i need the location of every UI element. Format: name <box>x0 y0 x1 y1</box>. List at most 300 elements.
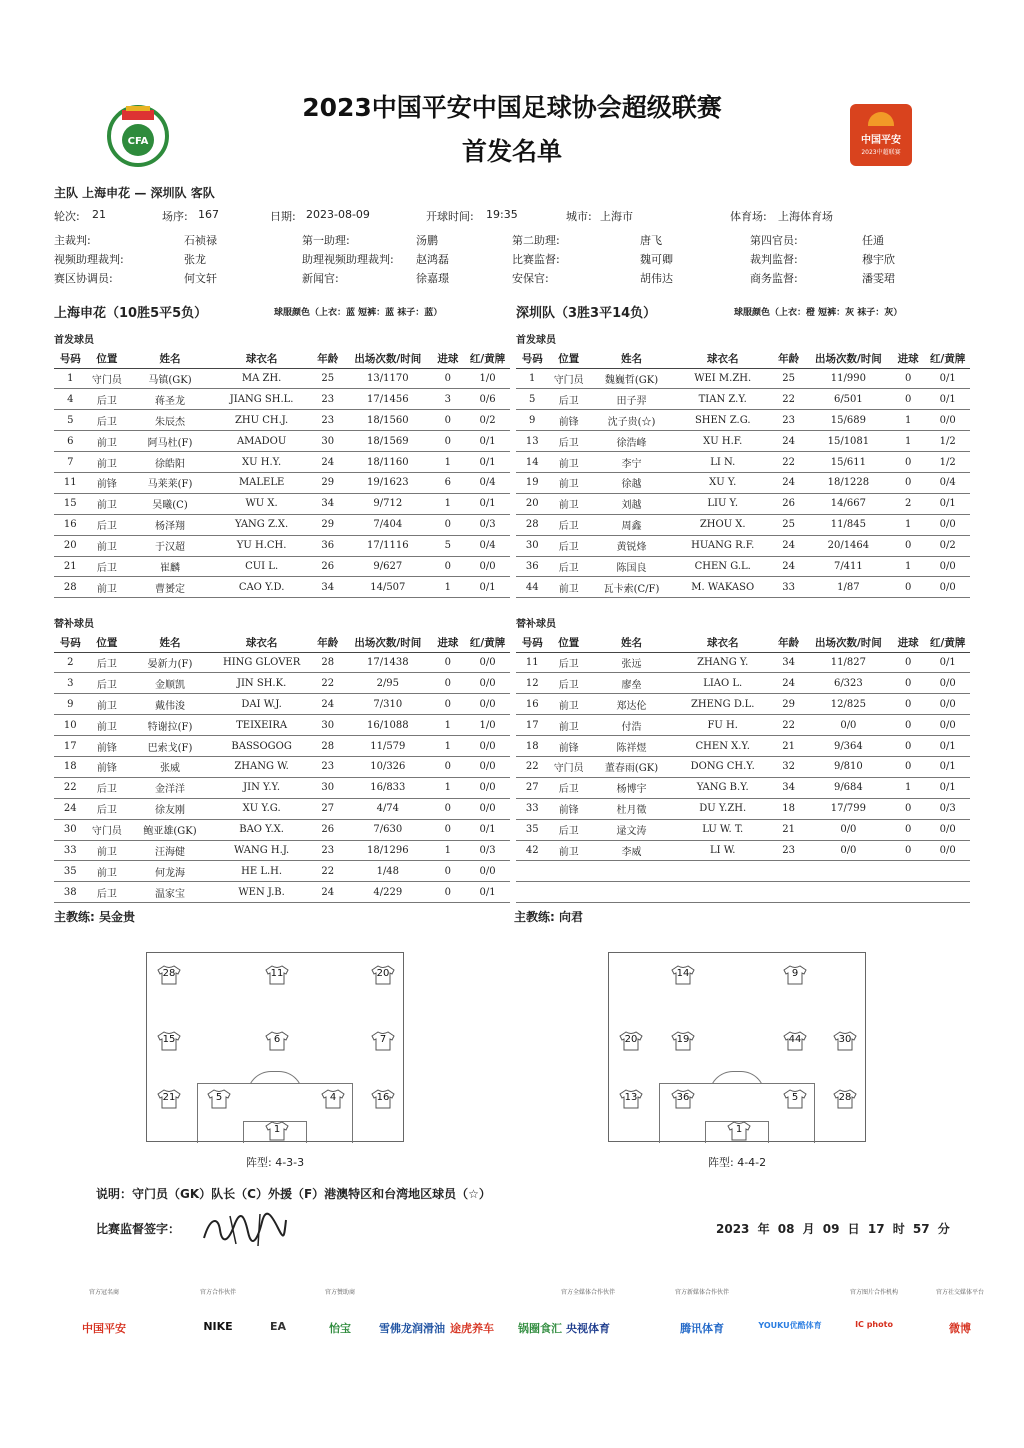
table-cell: CHEN G.L. <box>674 556 771 577</box>
sponsor-category: 官方合作伙伴 <box>199 1289 236 1296</box>
table-cell: WU X. <box>213 493 311 514</box>
table-cell: 0 <box>431 694 466 715</box>
table-cell: 0 <box>431 556 466 577</box>
shirt-number: 5 <box>791 1092 799 1103</box>
sponsor-logo: 央视体育 <box>566 1322 610 1335</box>
table-cell: 0/1 <box>925 652 970 673</box>
table-cell: FU H. <box>674 715 771 736</box>
table-cell: WANG H.J. <box>213 840 311 861</box>
table-cell: 29 <box>310 514 345 535</box>
shirt-number: 11 <box>270 968 284 979</box>
table-cell: 蒋圣龙 <box>127 389 213 410</box>
table-cell: 1 <box>516 368 548 389</box>
table-cell: 23 <box>771 840 805 861</box>
table-row <box>516 368 970 389</box>
sponsor-category: 官方新媒体合作伙伴 <box>674 1289 729 1296</box>
column-header: 出场次数/时间 <box>345 634 431 652</box>
player-shirt-icon <box>671 965 695 985</box>
sponsor-logo: 中国平安 <box>82 1322 126 1335</box>
table-cell: 前卫 <box>87 535 128 556</box>
shirt-number: 14 <box>676 968 690 979</box>
player-shirt-icon <box>671 1089 695 1109</box>
table-cell: 13/1170 <box>345 368 431 389</box>
table-cell: 19/1623 <box>345 472 431 493</box>
table-cell: 1 <box>891 514 925 535</box>
sign-datetime: 2023 年 08 月 09 日 17 时 57 分 <box>716 1222 950 1236</box>
sponsor-category: 官方图片合作机构 <box>849 1289 898 1296</box>
column-header: 年龄 <box>310 350 345 368</box>
table-cell: 0/1 <box>465 431 510 452</box>
table-row <box>54 756 510 777</box>
home-formation-pitch <box>146 952 404 1142</box>
table-cell: LIU Y. <box>674 493 771 514</box>
column-header: 红/黄牌 <box>465 350 510 368</box>
column-header: 年龄 <box>771 634 805 652</box>
table-cell: 后卫 <box>548 777 589 798</box>
table-cell: 0/0 <box>925 556 970 577</box>
table-cell: TEIXEIRA <box>213 715 311 736</box>
table-cell: 0/0 <box>465 556 510 577</box>
table-cell: XU Y.G. <box>213 798 311 819</box>
table-cell: 0/0 <box>465 652 510 673</box>
sponsor-category: 官方冠名商 <box>88 1289 119 1296</box>
table-cell: 1 <box>891 556 925 577</box>
table-cell: 0 <box>431 756 466 777</box>
table-cell: 23 <box>310 756 345 777</box>
table-cell: 27 <box>516 777 548 798</box>
shirt-number: 4 <box>329 1092 337 1103</box>
table-cell: 特谢拉(F) <box>127 715 213 736</box>
table-cell: HING GLOVER <box>213 652 311 673</box>
table-cell: 后卫 <box>548 389 589 410</box>
table-cell: 22 <box>54 777 87 798</box>
table-cell: 33 <box>771 577 805 598</box>
table-cell <box>806 882 891 903</box>
table-cell: 0 <box>891 694 925 715</box>
table-cell: 巴索戈(F) <box>127 736 213 757</box>
away-kit-colors: 球服颜色（上衣：橙 短裤：灰 袜子：灰） <box>734 308 903 318</box>
sponsor-logo: 怡宝 <box>329 1322 351 1335</box>
player-shirt-icon <box>157 1089 181 1109</box>
table-row <box>54 652 510 673</box>
away-coach: 主教练: 向君 <box>514 910 583 924</box>
sponsor-logo: 腾讯体育 <box>680 1322 724 1335</box>
table-cell: 2 <box>54 652 87 673</box>
table-cell: 10/326 <box>345 756 431 777</box>
table-cell: 金顺凯 <box>127 673 213 694</box>
shirt-number: 28 <box>162 968 176 979</box>
table-header-row <box>54 350 510 368</box>
table-cell: 16 <box>54 514 87 535</box>
table-row <box>516 715 970 736</box>
table-cell: 22 <box>771 715 805 736</box>
table-cell: 张远 <box>589 652 674 673</box>
table-cell: 鲍亚雄(GK) <box>127 819 213 840</box>
table-cell: 0/2 <box>465 410 510 431</box>
table-cell: 24 <box>310 452 345 473</box>
sponsor-logo: 微博 <box>949 1322 971 1335</box>
table-cell: 4/74 <box>345 798 431 819</box>
table-cell: 0/0 <box>465 798 510 819</box>
table-cell: 4 <box>54 389 87 410</box>
table-cell: 0/0 <box>465 861 510 882</box>
csl-ball-icon <box>868 112 894 126</box>
table-cell: 前卫 <box>548 472 589 493</box>
table-cell: 3 <box>431 389 466 410</box>
table-cell: 前卫 <box>548 840 589 861</box>
table-cell: 后卫 <box>87 514 128 535</box>
table-cell: 前卫 <box>87 840 128 861</box>
table-cell: 28 <box>516 514 548 535</box>
table-cell: 1 <box>431 840 466 861</box>
shirt-number: 15 <box>162 1034 176 1045</box>
table-cell: 35 <box>54 861 87 882</box>
table-cell <box>771 882 805 903</box>
table-cell <box>925 861 970 882</box>
table-cell: SHEN Z.G. <box>674 410 771 431</box>
table-cell: ZHANG Y. <box>674 652 771 673</box>
table-cell: BASSOGOG <box>213 736 311 757</box>
table-cell: 前卫 <box>87 431 128 452</box>
table-cell: 16/1088 <box>345 715 431 736</box>
player-shirt-icon <box>265 1031 289 1051</box>
home-coach: 主教练: 吴金贵 <box>54 910 135 924</box>
table-cell: 18/1296 <box>345 840 431 861</box>
table-cell: 0/1 <box>465 882 510 903</box>
table-cell: 18 <box>516 736 548 757</box>
table-cell: 35 <box>516 819 548 840</box>
table-cell <box>516 861 548 882</box>
player-shirt-icon <box>671 1031 695 1051</box>
table-cell: DU Y.ZH. <box>674 798 771 819</box>
table-cell: 34 <box>310 577 345 598</box>
table-cell <box>806 861 891 882</box>
column-header: 进球 <box>431 350 466 368</box>
table-cell: 0 <box>431 652 466 673</box>
table-cell: 金洋洋 <box>127 777 213 798</box>
table-cell: 后卫 <box>87 777 128 798</box>
svg-text:CFA: CFA <box>127 136 149 147</box>
table-cell: 后卫 <box>87 798 128 819</box>
table-cell: 11 <box>54 472 87 493</box>
table-row <box>54 431 510 452</box>
column-header: 球衣名 <box>674 350 771 368</box>
table-cell: 18/1560 <box>345 410 431 431</box>
shirt-number: 36 <box>676 1092 690 1103</box>
column-header: 号码 <box>516 350 548 368</box>
table-row <box>516 694 970 715</box>
table-cell: 17/1116 <box>345 535 431 556</box>
player-shirt-icon <box>619 1089 643 1109</box>
player-shirt-icon <box>783 1031 807 1051</box>
column-header: 球衣名 <box>213 634 311 652</box>
table-row <box>516 535 970 556</box>
table-cell: 24 <box>771 673 805 694</box>
table-cell: 李宁 <box>589 452 674 473</box>
table-cell: 0/4 <box>465 472 510 493</box>
table-cell <box>674 861 771 882</box>
table-cell: 后卫 <box>87 652 128 673</box>
table-cell: 0 <box>891 736 925 757</box>
table-cell: 0/0 <box>925 514 970 535</box>
table-row <box>516 410 970 431</box>
table-cell <box>891 861 925 882</box>
column-header: 红/黄牌 <box>925 350 970 368</box>
shirt-number: 44 <box>788 1034 802 1045</box>
table-cell: M. WAKASO <box>674 577 771 598</box>
table-cell: 后卫 <box>87 556 128 577</box>
table-cell: 0/0 <box>925 715 970 736</box>
table-cell <box>589 882 674 903</box>
table-cell: 前卫 <box>548 577 589 598</box>
table-cell: 2/95 <box>345 673 431 694</box>
table-cell: 0/1 <box>465 577 510 598</box>
table-cell: 1/48 <box>345 861 431 882</box>
column-header: 姓名 <box>589 350 674 368</box>
table-cell: 20 <box>516 493 548 514</box>
column-header: 红/黄牌 <box>925 634 970 652</box>
csl-logo: 中国平安 2023中超联赛 <box>850 104 912 166</box>
table-cell: YANG B.Y. <box>674 777 771 798</box>
table-cell: YU H.CH. <box>213 535 311 556</box>
signature-image <box>200 1208 290 1248</box>
table-cell: 7/310 <box>345 694 431 715</box>
table-cell: 前锋 <box>548 798 589 819</box>
table-cell: 11/579 <box>345 736 431 757</box>
table-row <box>516 756 970 777</box>
away-subs-table <box>516 634 970 903</box>
table-cell: 23 <box>310 389 345 410</box>
home-starters-label: 首发球员 <box>54 335 94 346</box>
column-header: 号码 <box>516 634 548 652</box>
table-row <box>54 694 510 715</box>
home-subs-table <box>54 634 510 903</box>
table-cell: 24 <box>310 882 345 903</box>
table-row <box>54 840 510 861</box>
table-cell: 田子羿 <box>589 389 674 410</box>
table-cell: 0 <box>431 819 466 840</box>
table-row <box>54 882 510 903</box>
table-row <box>516 882 970 903</box>
table-cell: 0/0 <box>925 673 970 694</box>
table-cell: CHEN X.Y. <box>674 736 771 757</box>
table-cell: 前卫 <box>87 577 128 598</box>
table-cell: 1/0 <box>465 368 510 389</box>
table-cell: 0 <box>431 368 466 389</box>
table-cell: 17/1438 <box>345 652 431 673</box>
player-shirt-icon <box>371 965 395 985</box>
table-row <box>516 431 970 452</box>
table-cell: 20 <box>54 535 87 556</box>
player-shirt-icon <box>833 1089 857 1109</box>
table-cell: 38 <box>54 882 87 903</box>
column-header: 红/黄牌 <box>465 634 510 652</box>
table-row <box>54 777 510 798</box>
table-cell <box>589 861 674 882</box>
table-cell: 0/0 <box>925 819 970 840</box>
table-cell: 23 <box>310 840 345 861</box>
table-cell: 后卫 <box>548 431 589 452</box>
table-cell: 0 <box>891 840 925 861</box>
table-cell: 徐越 <box>589 472 674 493</box>
table-cell: 15/689 <box>806 410 891 431</box>
table-cell: 0 <box>891 389 925 410</box>
home-subs-label: 替补球员 <box>54 619 94 630</box>
table-cell: 23 <box>771 410 805 431</box>
table-cell: 6 <box>431 472 466 493</box>
table-cell: 9/364 <box>806 736 891 757</box>
table-cell: 24 <box>310 694 345 715</box>
table-cell: 0/4 <box>465 535 510 556</box>
column-header: 位置 <box>548 350 589 368</box>
table-row <box>516 514 970 535</box>
player-shirt-icon <box>321 1089 345 1109</box>
column-header: 姓名 <box>589 634 674 652</box>
table-cell: 1 <box>431 452 466 473</box>
sponsor-logo: 雪佛龙润滑油 <box>379 1322 445 1335</box>
table-cell: 后卫 <box>548 673 589 694</box>
table-cell: 16 <box>516 694 548 715</box>
table-cell: 0/3 <box>465 514 510 535</box>
player-shirt-icon <box>157 1031 181 1051</box>
table-cell <box>548 861 589 882</box>
table-cell: 1 <box>431 715 466 736</box>
table-cell: 0/0 <box>806 819 891 840</box>
table-cell: MALELE <box>213 472 311 493</box>
match-line: 主队 上海申花 — 深圳队 客队 <box>54 186 215 200</box>
table-cell: 0/3 <box>465 840 510 861</box>
table-row <box>54 673 510 694</box>
table-cell: 前卫 <box>87 452 128 473</box>
table-cell: 瓦卡索(C/F) <box>589 577 674 598</box>
table-cell: XU H.F. <box>674 431 771 452</box>
table-cell: 16/833 <box>345 777 431 798</box>
column-header: 出场次数/时间 <box>806 634 891 652</box>
table-cell: 22 <box>310 861 345 882</box>
page-subtitle: 首发名单 <box>461 137 562 166</box>
table-cell: 34 <box>771 777 805 798</box>
table-cell: 前卫 <box>548 452 589 473</box>
table-cell: 徐浩峰 <box>589 431 674 452</box>
sponsor-category: 官方赞助商 <box>324 1289 355 1296</box>
table-cell: 27 <box>310 798 345 819</box>
sponsor-logo: EA <box>269 1320 287 1333</box>
table-cell: 33 <box>516 798 548 819</box>
table-cell: 24 <box>771 472 805 493</box>
table-header-row <box>516 350 970 368</box>
table-row <box>516 673 970 694</box>
table-cell: 24 <box>771 535 805 556</box>
away-formation: 阵型: 4-4-2 <box>708 1156 767 1169</box>
table-cell: HE L.H. <box>213 861 311 882</box>
table-cell: 沈子贵(☆) <box>589 410 674 431</box>
sponsor-logo: 锅圈食汇 <box>518 1322 562 1335</box>
table-cell: 0 <box>431 431 466 452</box>
table-cell: 33 <box>54 840 87 861</box>
column-header: 姓名 <box>127 350 213 368</box>
legend-note: 说明：守门员（GK）队长（C）外援（F）港澳特区和台湾地区球员（☆） <box>96 1187 491 1201</box>
table-cell: 0 <box>891 673 925 694</box>
table-cell: WEN J.B. <box>213 882 311 903</box>
table-header-row <box>54 634 510 652</box>
table-cell: 0/0 <box>465 694 510 715</box>
table-cell: 18/1569 <box>345 431 431 452</box>
player-shirt-icon <box>783 1089 807 1109</box>
table-cell: 4/229 <box>345 882 431 903</box>
table-cell: 0/0 <box>925 840 970 861</box>
shirt-number: 19 <box>676 1034 690 1045</box>
table-row <box>54 452 510 473</box>
table-cell: 0 <box>891 452 925 473</box>
table-cell: 22 <box>771 452 805 473</box>
table-cell: 后卫 <box>548 556 589 577</box>
table-cell: 26 <box>310 819 345 840</box>
table-cell: 0/1 <box>465 819 510 840</box>
table-cell: 11/827 <box>806 652 891 673</box>
table-cell: 9/627 <box>345 556 431 577</box>
table-cell: 付浩 <box>589 715 674 736</box>
table-cell: 后卫 <box>87 410 128 431</box>
table-cell: 21 <box>54 556 87 577</box>
table-cell: 0/0 <box>465 673 510 694</box>
table-cell: 34 <box>771 652 805 673</box>
table-cell: 周鑫 <box>589 514 674 535</box>
table-cell: 0 <box>891 472 925 493</box>
column-header: 球衣名 <box>674 634 771 652</box>
table-cell: 30 <box>310 431 345 452</box>
table-cell: 0/4 <box>925 472 970 493</box>
table-cell: 9/712 <box>345 493 431 514</box>
table-cell: 17 <box>516 715 548 736</box>
table-cell: 0 <box>431 410 466 431</box>
table-row <box>54 535 510 556</box>
table-cell: 3 <box>54 673 87 694</box>
table-cell: 前卫 <box>548 715 589 736</box>
sponsor-logo: NIKE <box>203 1320 233 1333</box>
table-cell: 1 <box>891 410 925 431</box>
table-cell: 11 <box>516 652 548 673</box>
table-cell: 于汉超 <box>127 535 213 556</box>
player-shirt-icon <box>157 965 181 985</box>
table-cell: 25 <box>310 368 345 389</box>
table-cell: 前卫 <box>87 694 128 715</box>
player-shirt-icon <box>783 965 807 985</box>
table-cell: 后卫 <box>548 535 589 556</box>
table-cell: 17/1456 <box>345 389 431 410</box>
table-cell: 0/0 <box>465 736 510 757</box>
table-cell: 30 <box>310 715 345 736</box>
table-cell: 18 <box>771 798 805 819</box>
table-cell: 0 <box>891 652 925 673</box>
table-cell: XU Y. <box>674 472 771 493</box>
table-cell: 26 <box>771 493 805 514</box>
signature-label: 比赛监督签字： <box>96 1222 181 1236</box>
table-cell: 0/6 <box>465 389 510 410</box>
column-header: 球衣名 <box>213 350 311 368</box>
table-cell: WEI M.ZH. <box>674 368 771 389</box>
table-cell: 6/323 <box>806 673 891 694</box>
table-row <box>516 577 970 598</box>
table-cell: 0 <box>891 368 925 389</box>
table-cell: 曹赟定 <box>127 577 213 598</box>
column-header: 号码 <box>54 350 87 368</box>
table-row <box>516 452 970 473</box>
table-cell: 20/1464 <box>806 535 891 556</box>
table-cell: 后卫 <box>548 652 589 673</box>
table-cell: 0/1 <box>465 493 510 514</box>
table-cell <box>674 882 771 903</box>
away-subs-label: 替补球员 <box>516 619 556 630</box>
